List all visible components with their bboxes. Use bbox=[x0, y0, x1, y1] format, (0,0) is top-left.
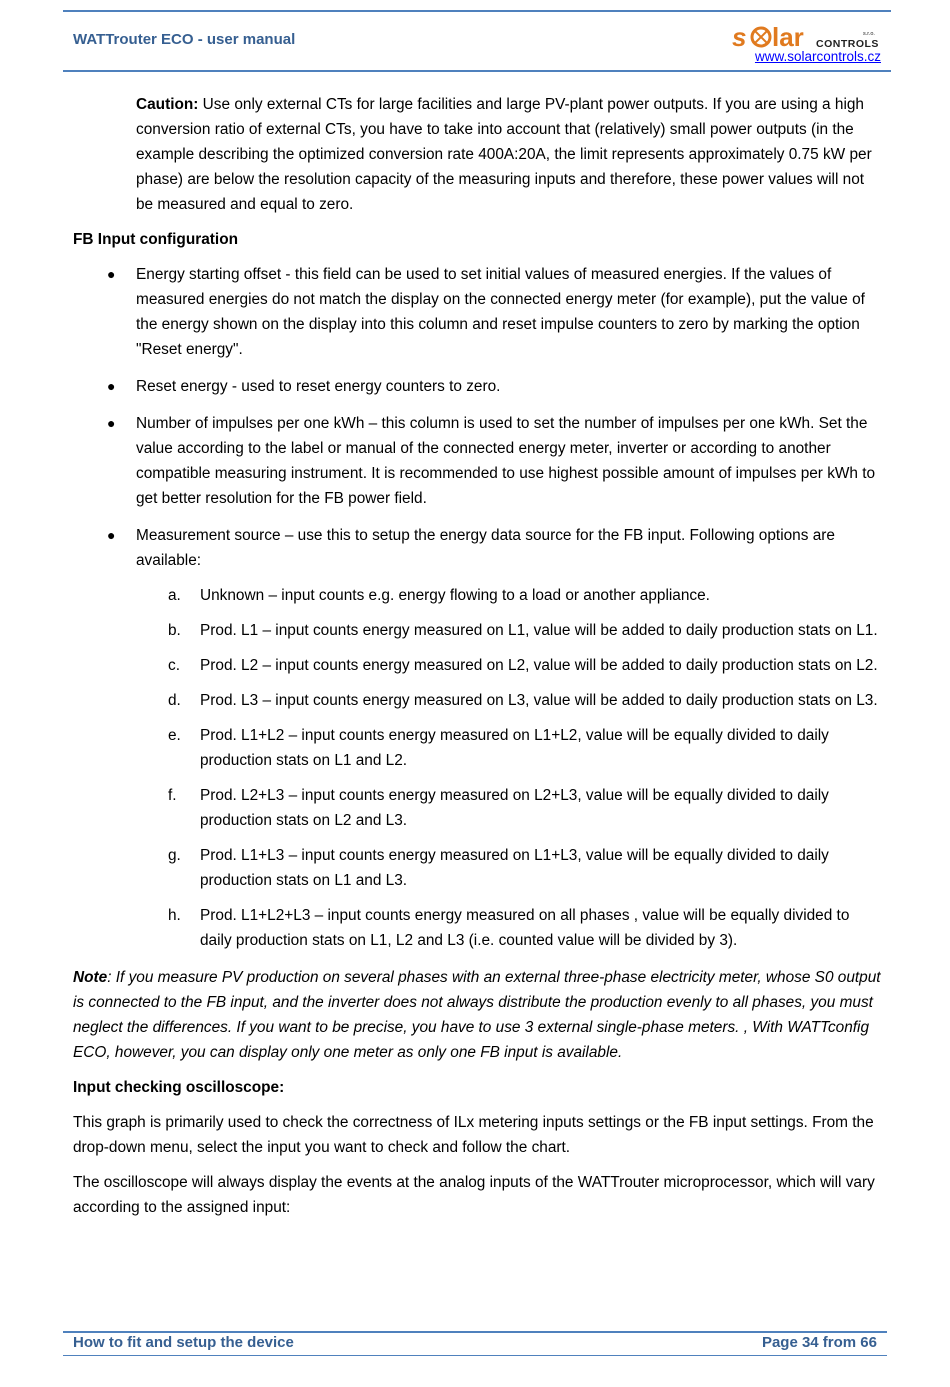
option-item bbox=[136, 723, 883, 773]
option-item bbox=[136, 903, 883, 953]
bullet-icon: ● bbox=[107, 266, 116, 282]
option-item bbox=[136, 783, 883, 833]
option-text: Prod. L1+L3 – input counts energy measured on L1+L3, value will be equally divided to daily production stats on L1 and L3. bbox=[200, 847, 829, 889]
note-paragraph bbox=[73, 965, 883, 1065]
option-item bbox=[136, 583, 883, 608]
document-title: WATTrouter ECO - user manual bbox=[73, 31, 296, 48]
svg-text:lar: lar bbox=[772, 22, 804, 52]
bullet-icon: ● bbox=[107, 378, 116, 394]
caution-paragraph bbox=[136, 92, 883, 217]
option-text: Prod. L3 – input counts energy measured on L3, value will be added to daily production stats on L3. bbox=[200, 692, 878, 709]
bullet-text: Reset energy - used to reset energy counters to zero. bbox=[136, 378, 501, 395]
option-marker: f. bbox=[168, 787, 177, 804]
option-item bbox=[136, 688, 883, 713]
option-text: Prod. L2+L3 – input counts energy measured on L2+L3, value will be equally divided to daily production stats on L2 and L3. bbox=[200, 787, 829, 829]
note-text: : If you measure PV production on several phases with an external three-phase electricity meter, whose S0 output is connected to the FB input, and the inverter does not always distribute the production evenly to all phases, you must neglect the differences. If you want to be precise, you have to use 3 external single-phase meters. , With WATTconfig ECO, however, you can display only one meter as only one FB input is available. bbox=[73, 969, 881, 1061]
svg-text:CONTROLS: CONTROLS bbox=[816, 38, 879, 50]
page-content bbox=[73, 92, 883, 1230]
oscilloscope-heading: Input checking oscilloscope: bbox=[73, 1079, 285, 1096]
option-marker: h. bbox=[168, 907, 181, 924]
option-marker: a. bbox=[168, 587, 181, 604]
option-marker: d. bbox=[168, 692, 181, 709]
bullet-icon: ● bbox=[107, 527, 116, 543]
svg-text:s.r.o.: s.r.o. bbox=[863, 31, 875, 37]
list-item bbox=[73, 374, 883, 399]
header-bottom-rule bbox=[63, 70, 891, 72]
option-marker: b. bbox=[168, 622, 181, 639]
option-text: Prod. L1 – input counts energy measured on L1, value will be added to daily production stats on L1. bbox=[200, 622, 878, 639]
oscilloscope-paragraph-1: This graph is primarily used to check the correctness of ILx metering inputs settings or the FB input settings. From the drop-down menu, select the input you want to check and follow the chart. bbox=[73, 1114, 874, 1156]
caution-text: Use only external CTs for large facilities and large PV-plant power outputs. If you are using a high conversion ratio of external CTs, you have to take into account that (relatively) small power outputs (in the example describing the optimized conversion rate 400A:20A, the limit represents approximately 0.75 kW per phase) are below the resolution capacity of the measuring inputs and therefore, these power values will not be measured and equal to zero. bbox=[136, 96, 872, 213]
bullet-icon: ● bbox=[107, 415, 116, 431]
fb-bullet-list bbox=[73, 262, 883, 953]
option-text: Unknown – input counts e.g. energy flowing to a load or another appliance. bbox=[200, 587, 710, 604]
solarcontrols-logo bbox=[732, 22, 882, 52]
option-item bbox=[136, 653, 883, 678]
option-text: Prod. L2 – input counts energy measured on L2, value will be added to daily production stats on L2. bbox=[200, 657, 878, 674]
website-link[interactable]: www.solarcontrols.cz bbox=[754, 49, 881, 64]
svg-text:s: s bbox=[732, 22, 747, 52]
list-item bbox=[73, 262, 883, 362]
bullet-text: Number of impulses per one kWh – this column is used to set the number of impulses per one kWh. Set the value according to the label or manual of the connected energy meter, inverter or according to another compatible measuring instrument. It is recommended to use highest possible amount of impulses per kWh to get better resolution for the FB power field. bbox=[136, 415, 876, 507]
footer-top-rule bbox=[63, 1331, 887, 1333]
header-top-rule bbox=[63, 10, 891, 12]
option-marker: e. bbox=[168, 727, 181, 744]
note-label: Note bbox=[73, 969, 108, 986]
bullet-text: Energy starting offset - this field can be used to set initial values of measured energies. If the values of measured energies do not match the display on the connected energy meter (for example), put the value of the energy shown on the display into this column and reset impulse counters to zero by marking the option "Reset energy". bbox=[136, 266, 865, 358]
footer-bottom-rule bbox=[63, 1355, 887, 1356]
bullet-text: Measurement source – use this to setup the energy data source for the FB input. Following options are available: bbox=[136, 527, 835, 569]
option-item bbox=[136, 618, 883, 643]
list-item bbox=[73, 523, 883, 953]
option-item bbox=[136, 843, 883, 893]
caution-label: Caution: bbox=[136, 96, 199, 113]
option-text: Prod. L1+L2 – input counts energy measured on L1+L2, value will be equally divided to daily production stats on L1 and L2. bbox=[200, 727, 829, 769]
measurement-source-options bbox=[136, 583, 883, 953]
list-item bbox=[73, 411, 883, 511]
option-marker: g. bbox=[168, 847, 181, 864]
option-marker: c. bbox=[168, 657, 180, 674]
fb-section-heading: FB Input configuration bbox=[73, 231, 238, 248]
option-text: Prod. L1+L2+L3 – input counts energy measured on all phases , value will be equally divided to daily production stats on L1, L2 and L3 (i.e. counted value will be divided by 3). bbox=[200, 907, 850, 949]
footer-section-title: How to fit and setup the device bbox=[73, 1334, 294, 1351]
oscilloscope-paragraph-2: The oscilloscope will always display the events at the analog inputs of the WATTrouter microprocessor, which will vary according to the assigned input: bbox=[73, 1174, 875, 1216]
footer-page-number: Page 34 from 66 bbox=[761, 1334, 877, 1351]
